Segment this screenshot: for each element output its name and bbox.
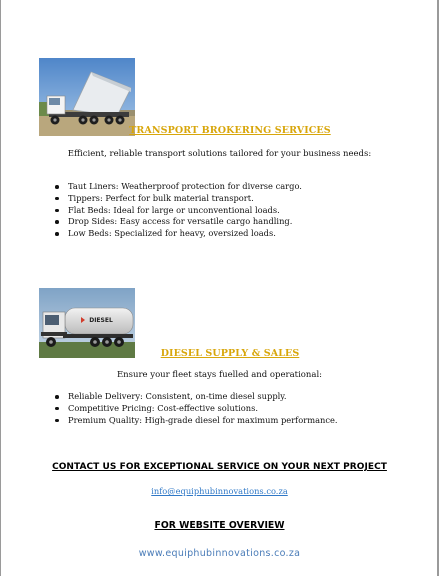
- contact-heading: CONTACT US FOR EXCEPTIONAL SERVICE ON YOUR NEXT PROJECT: [52, 462, 387, 472]
- bullet-icon: [55, 220, 59, 224]
- transport-section-heading: TRANSPORT BROKERING SERVICES: [129, 125, 331, 136]
- bullet-icon: [55, 209, 59, 213]
- bullet-icon: [55, 407, 59, 411]
- bullet-icon: [55, 395, 59, 399]
- list-item: Tippers: Perfect for bulk material transport.: [55, 193, 302, 205]
- list-item: Drop Sides: Easy access for versatile cargo handling.: [55, 216, 302, 228]
- bullet-icon: [55, 232, 59, 236]
- list-item: Low Beds: Specialized for heavy, oversized loads.: [55, 228, 302, 240]
- diesel-section-heading: DIESEL SUPPLY & SALES: [160, 348, 300, 359]
- transport-intro-text: Efficient, reliable transport solutions tailored for your business needs:: [67, 149, 372, 159]
- diesel-intro-text: Ensure your fleet stays fuelled and operational:: [116, 370, 323, 380]
- transport-services-list: [55, 181, 302, 240]
- website-heading: FOR WEBSITE OVERVIEW: [154, 520, 285, 531]
- list-item: Flat Beds: Ideal for large or unconventional loads.: [55, 205, 302, 217]
- list-item: Taut Liners: Weatherproof protection for diverse cargo.: [55, 181, 302, 193]
- svg-text:DIESEL: DIESEL: [89, 317, 113, 324]
- bullet-icon: [55, 185, 59, 189]
- bullet-icon: [55, 419, 59, 423]
- list-item: Competitive Pricing: Cost-effective solutions.: [55, 403, 338, 415]
- list-item: Premium Quality: High-grade diesel for maximum performance.: [55, 415, 338, 427]
- email-link[interactable]: info@equiphubinnovations.co.za: [151, 486, 288, 496]
- diesel-services-list: [55, 391, 338, 426]
- website-url-link[interactable]: www.equiphubinnovations.co.za: [138, 548, 301, 559]
- bullet-icon: [55, 197, 59, 201]
- list-item: Reliable Delivery: Consistent, on-time diesel supply.: [55, 391, 338, 403]
